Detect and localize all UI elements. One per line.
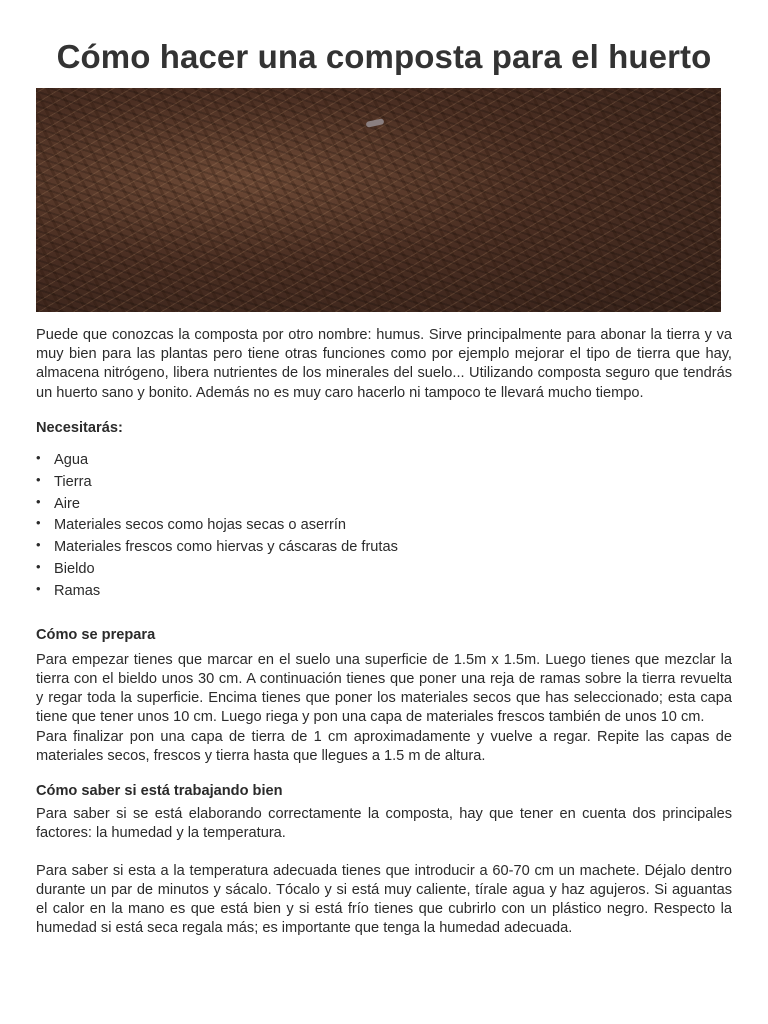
prepare-paragraph-1: Para empezar tienes que marcar en el suelo una superficie de 1.5m x 1.5m. Luego tienes que mezclar la tierra con el bieldo unos 30 cm. A continuación tienes que poner una reja de ramas sobre la tierra revuelta y regar toda la superficie. Encima tienes que poner los materiales secos que has seleccionado; esta capa tiene que tener unos 10 cm. Luego riega y pon una capa de materiales frescos también de unos 10 cm.: [36, 651, 732, 726]
prepare-heading: Cómo se prepara: [36, 626, 156, 643]
needs-section: [36, 419, 732, 603]
needs-list: [36, 450, 732, 603]
needs-heading: Necesitarás:: [36, 419, 123, 436]
prepare-paragraph-2: Para finalizar pon una capa de tierra de 1 cm aproximadamente y vuelve a regar. Repite las capas de materiales secos, frescos y tierra hasta que llegues a 1.5 m de altura.: [36, 728, 732, 764]
list-item: • Tierra: [36, 472, 732, 494]
compost-soil-image: [36, 88, 721, 312]
list-item: • Bieldo: [36, 559, 732, 581]
list-item: • Aire: [36, 494, 732, 516]
page-title: Cómo hacer una composta para el huerto: [56, 38, 712, 75]
check-paragraph-2: Para saber si esta a la temperatura adecuada tienes que introducir a 60-70 cm un machete. Déjalo dentro durante un par de minutos y sácalo. Tócalo y si está muy caliente, tírale agua y haz agujeros. Si aguantas el calor en la mano es que está bien y si está frío tienes que cubrirlo con un plástico negro. Respecto la humedad si está seca regala más; es importante que tenga la humedad adecuada.: [36, 862, 732, 937]
list-item: • Materiales secos como hojas secas o aserrín: [36, 515, 732, 537]
check-section: [36, 782, 732, 938]
article-body: [36, 326, 732, 938]
intro-paragraph: Puede que conozcas la composta por otro nombre: humus. Sirve principalmente para abonar la tierra y va muy bien para las plantas pero tiene otras funciones como por ejemplo mejorar el tipo de tierra que hay, almacena nitrógeno, libera nutrientes de los minerales del suelo... Utilizando composta seguro que tendrás un huerto sano y bonito. Además no es muy caro hacerlo ni tampoco te llevará mucho tiempo.: [36, 327, 732, 401]
list-item: • Agua: [36, 450, 732, 472]
prepare-section: [36, 626, 732, 766]
list-item: • Ramas: [36, 581, 732, 603]
paragraph-spacer: [36, 844, 732, 862]
list-item: • Materiales frescos como hiervas y cáscaras de frutas: [36, 537, 732, 559]
check-heading: Cómo saber si está trabajando bien: [36, 783, 283, 800]
check-paragraph-1: Para saber si se está elaborando correctamente la composta, hay que tener en cuenta dos principales factores: la humedad y la temperatura.: [36, 806, 732, 842]
